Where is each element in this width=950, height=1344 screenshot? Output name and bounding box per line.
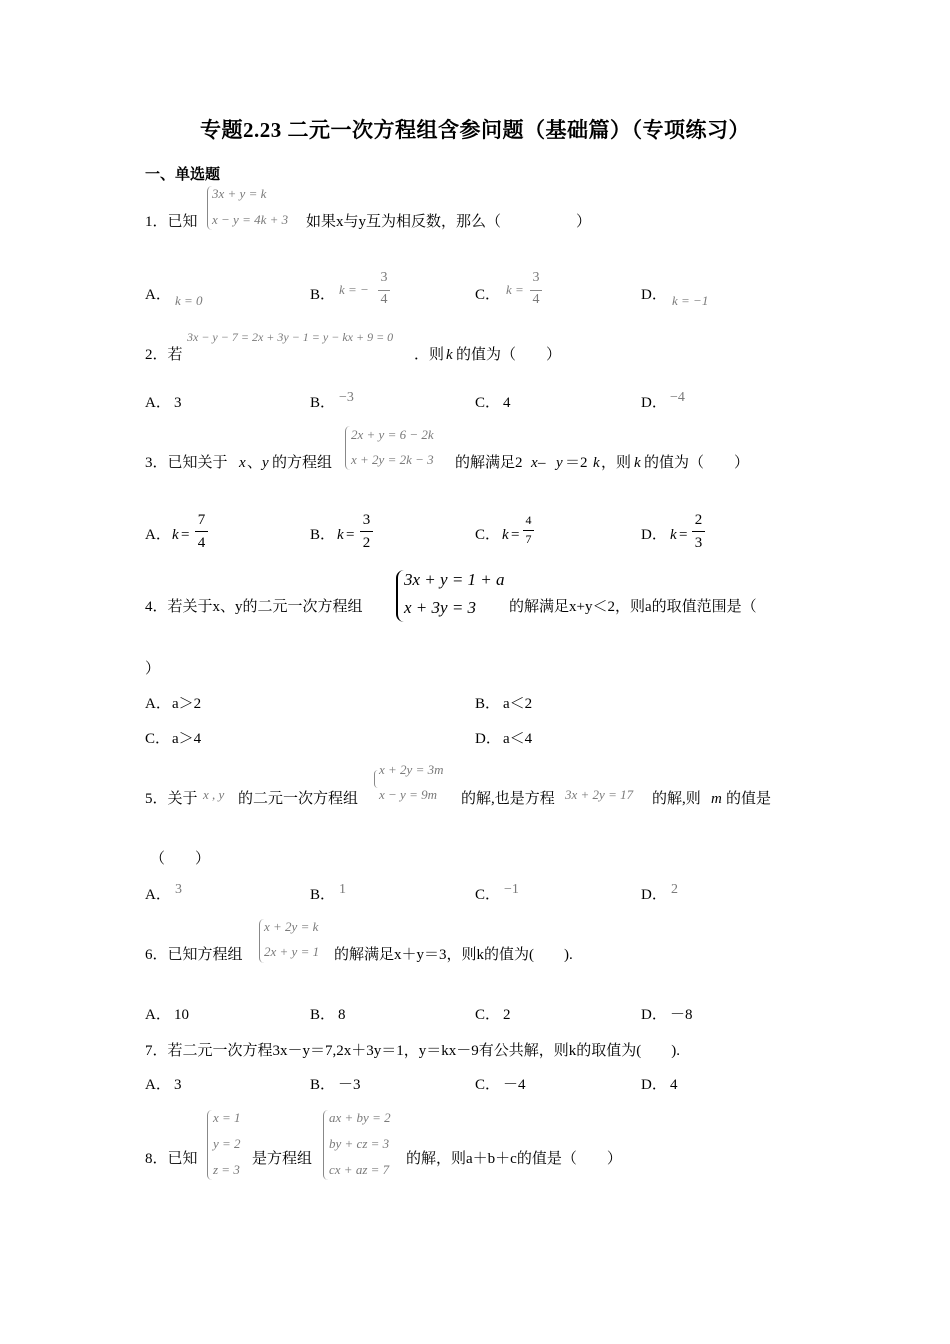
q2-text-post: 的值为（ ） [456, 347, 562, 363]
q2-option-b-value: −3 [339, 390, 354, 405]
q2-option-b-label: B． [310, 395, 336, 411]
q3-option-b-label: B． [310, 527, 336, 543]
q2-option-a-value: 3 [174, 395, 182, 411]
q3-option-c-label: C． [475, 527, 501, 543]
q5-option-c-value: −1 [504, 882, 519, 897]
q3-var-k2: k [593, 455, 600, 471]
fraction-bar [523, 530, 534, 531]
q1-option-d-value: k = −1 [672, 293, 709, 308]
q3-option-b-numerator: 3 [362, 512, 371, 528]
q8-brace-2 [323, 1110, 328, 1180]
q6-text: 的解满足x＋y＝3，则k的值为( ). [334, 947, 573, 963]
q8-s2-line2: by + cz = 3 [329, 1136, 390, 1151]
q3-option-a-eq: = [181, 527, 190, 543]
page-title: 专题2.23 二元一次方程组含参问题（基础篇）（专项练习） [200, 118, 750, 142]
q4-number: 4．若关于x、y的二元一次方程组 [145, 599, 363, 615]
q5-option-d-value: 2 [671, 882, 678, 897]
fraction-bar [692, 531, 705, 532]
q5-text2: 的解,则 [652, 791, 701, 807]
q3-eq2: x + 2y = 2k − 3 [351, 452, 434, 467]
section-heading: 一、单选题 [145, 167, 221, 183]
q3-brace [345, 426, 350, 470]
q1-option-c-prefix: k = [506, 282, 524, 297]
q3-option-b-fraction [360, 510, 373, 554]
q4-option-c-label: C． [145, 731, 171, 747]
q5-option-a-label: A． [145, 887, 171, 903]
q1-option-b-prefix: k = − [339, 282, 369, 297]
q4-option-b-label: B． [475, 696, 501, 712]
q3-text1: 的解满足2 [455, 455, 523, 471]
q4-eq1: 3x + y = 1 + a [404, 570, 505, 589]
q5-var-m: m [711, 791, 722, 807]
q4-option-d-value: a＜4 [503, 731, 533, 747]
q2-option-c-label: C． [475, 395, 501, 411]
q5-text1: 的解,也是方程 [461, 791, 555, 807]
q5-option-b-label: B． [310, 887, 336, 903]
q2-option-d-value: −4 [670, 390, 685, 405]
q3-option-a-numerator: 7 [197, 512, 206, 528]
q2-number: 2．若 [145, 347, 183, 363]
fraction-bar [378, 290, 390, 291]
q3-option-d-fraction [692, 510, 705, 554]
q4-option-a-value: a＞2 [172, 696, 202, 712]
q7-option-a-label: A． [145, 1077, 171, 1093]
q4-text: 的解满足x+y＜2，则a的取值范围是（ [509, 599, 757, 615]
q5-option-b-value: 1 [339, 882, 346, 897]
q2-equation: 3x − y − 7 = 2x + 3y − 1 = y − kx + 9 = 0 [187, 330, 394, 344]
q1-option-b-numerator: 3 [380, 270, 388, 285]
q5-eq1: x + 2y = 3m [379, 762, 444, 777]
q7-option-c-value: －4 [503, 1077, 526, 1093]
q8-s2-line3: cx + az = 7 [329, 1162, 390, 1177]
q8-mid: 是方程组 [252, 1151, 313, 1167]
q4-option-a-label: A． [145, 696, 171, 712]
q1-option-a-label: A． [145, 287, 171, 303]
q3-option-a-denominator: 4 [197, 535, 206, 551]
q5-mid: 的二元一次方程组 [238, 791, 359, 807]
q1-option-b-denominator: 4 [380, 292, 388, 307]
q3-option-d-label: D． [641, 527, 667, 543]
q3-var-x: x [239, 455, 246, 471]
q7-option-d-label: D． [641, 1077, 667, 1093]
q3-minus: – [538, 455, 546, 471]
q6-option-b-value: 8 [338, 1007, 346, 1023]
q8-s1-line3: z = 3 [213, 1162, 240, 1177]
q1-option-c-denominator: 4 [532, 292, 540, 307]
q6-option-d-label: D． [641, 1007, 667, 1023]
q3-option-d-denominator: 3 [694, 535, 703, 551]
q3-option-c-numerator: 4 [525, 513, 532, 527]
q7-text: 7．若二元一次方程3x－y＝7,2x＋3y＝1，y＝kx－9有公共解，则k的取值为( ). [145, 1043, 680, 1059]
q3-option-d-numerator: 2 [694, 512, 703, 528]
q1-option-d-label: D． [641, 287, 667, 303]
q7-option-b-value: －3 [338, 1077, 361, 1093]
q2-option-a-label: A． [145, 395, 171, 411]
q1-number: 1．已知 [145, 214, 198, 230]
q6-number: 6．已知方程组 [145, 947, 243, 963]
fraction-bar [360, 531, 373, 532]
q1-option-a-value: k = 0 [175, 293, 203, 308]
q1-text: 如果x与y互为相反数，那么（ ） [306, 214, 592, 230]
q5-option-a-value: 3 [175, 882, 182, 897]
q5-eq3: 3x + 2y = 17 [565, 787, 634, 802]
q1-option-b-label: B． [310, 287, 336, 303]
q6-option-a-value: 10 [174, 1007, 189, 1023]
q3-separator: 、 [247, 455, 263, 471]
q3-option-b-eq: = [346, 527, 355, 543]
q1-option-b-fraction [378, 270, 390, 310]
q5-text-end: （ ） [150, 851, 211, 867]
q3-var-x2: x [531, 455, 538, 471]
fraction-bar [195, 531, 208, 532]
q3-option-c-fraction [523, 513, 534, 551]
q5-number: 5．关于 [145, 791, 198, 807]
q4-option-d-label: D． [475, 731, 501, 747]
q5-option-c-label: C． [475, 887, 501, 903]
q8-brace-1 [207, 1110, 212, 1180]
q4-eq2: x + 3y = 3 [404, 598, 477, 617]
q6-option-b-label: B． [310, 1007, 336, 1023]
q3-mid: 的方程组 [272, 455, 333, 471]
q3-number: 3．已知关于 [145, 455, 228, 471]
q6-option-c-label: C． [475, 1007, 501, 1023]
q3-eq1: 2x + y = 6 − 2k [351, 427, 434, 442]
q6-option-c-value: 2 [503, 1007, 511, 1023]
q3-var-y2: y [556, 455, 563, 471]
q8-s2-line1: ax + by = 2 [329, 1110, 391, 1125]
q6-option-d-value: －8 [670, 1007, 693, 1023]
q5-eq2: x − y = 9m [379, 787, 437, 802]
q3-option-d-k: k [670, 527, 677, 543]
q5-vars: x , y [203, 787, 225, 802]
q1-option-c-numerator: 3 [532, 270, 540, 285]
q3-option-d-eq: = [679, 527, 688, 543]
q2-option-c-value: 4 [503, 395, 511, 411]
q3-text2: ＝2 [565, 455, 588, 471]
q1-option-c-fraction [530, 270, 542, 310]
q6-eq1: x + 2y = k [264, 919, 319, 934]
q4-option-b-value: a＜2 [503, 696, 533, 712]
q7-option-d-value: 4 [670, 1077, 678, 1093]
q7-option-b-label: B． [310, 1077, 336, 1093]
q8-number: 8．已知 [145, 1151, 198, 1167]
q1-eq2: x − y = 4k + 3 [212, 212, 289, 227]
q3-option-a-label: A． [145, 527, 171, 543]
q6-option-a-label: A． [145, 1007, 171, 1023]
q3-option-b-denominator: 2 [362, 535, 371, 551]
q7-option-a-value: 3 [174, 1077, 182, 1093]
q3-text3: ，则 [601, 455, 632, 471]
q8-s1-line1: x = 1 [213, 1110, 241, 1125]
q8-text: 的解，则a＋b＋c的值是（ ） [406, 1151, 622, 1167]
q5-text3: 的值是 [726, 791, 772, 807]
q5-brace [374, 770, 378, 788]
q7-option-c-label: C． [475, 1077, 501, 1093]
q8-s1-line2: y = 2 [213, 1136, 241, 1151]
q6-eq2: 2x + y = 1 [264, 944, 320, 959]
q1-option-c-label: C． [475, 287, 501, 303]
q4-option-c-value: a＞4 [172, 731, 202, 747]
q2-var-k: k [446, 347, 453, 363]
q1-eq1: 3x + y = k [212, 186, 267, 201]
q3-option-a-fraction [195, 510, 208, 554]
q5-option-d-label: D． [641, 887, 667, 903]
q3-var-k3: k [634, 455, 641, 471]
q3-option-a-k: k [172, 527, 179, 543]
q3-option-c-denominator: 7 [525, 532, 532, 546]
q4-text-end: ） [145, 661, 161, 677]
fraction-bar [530, 290, 542, 291]
q3-option-c-k: k [502, 527, 509, 543]
q3-var-y: y [262, 455, 269, 471]
q2-text-pre: ．则 [414, 347, 445, 363]
q3-text4: 的值为（ ） [644, 455, 750, 471]
q3-option-b-k: k [337, 527, 344, 543]
q2-option-d-label: D． [641, 395, 667, 411]
q3-option-c-eq: = [511, 527, 520, 543]
